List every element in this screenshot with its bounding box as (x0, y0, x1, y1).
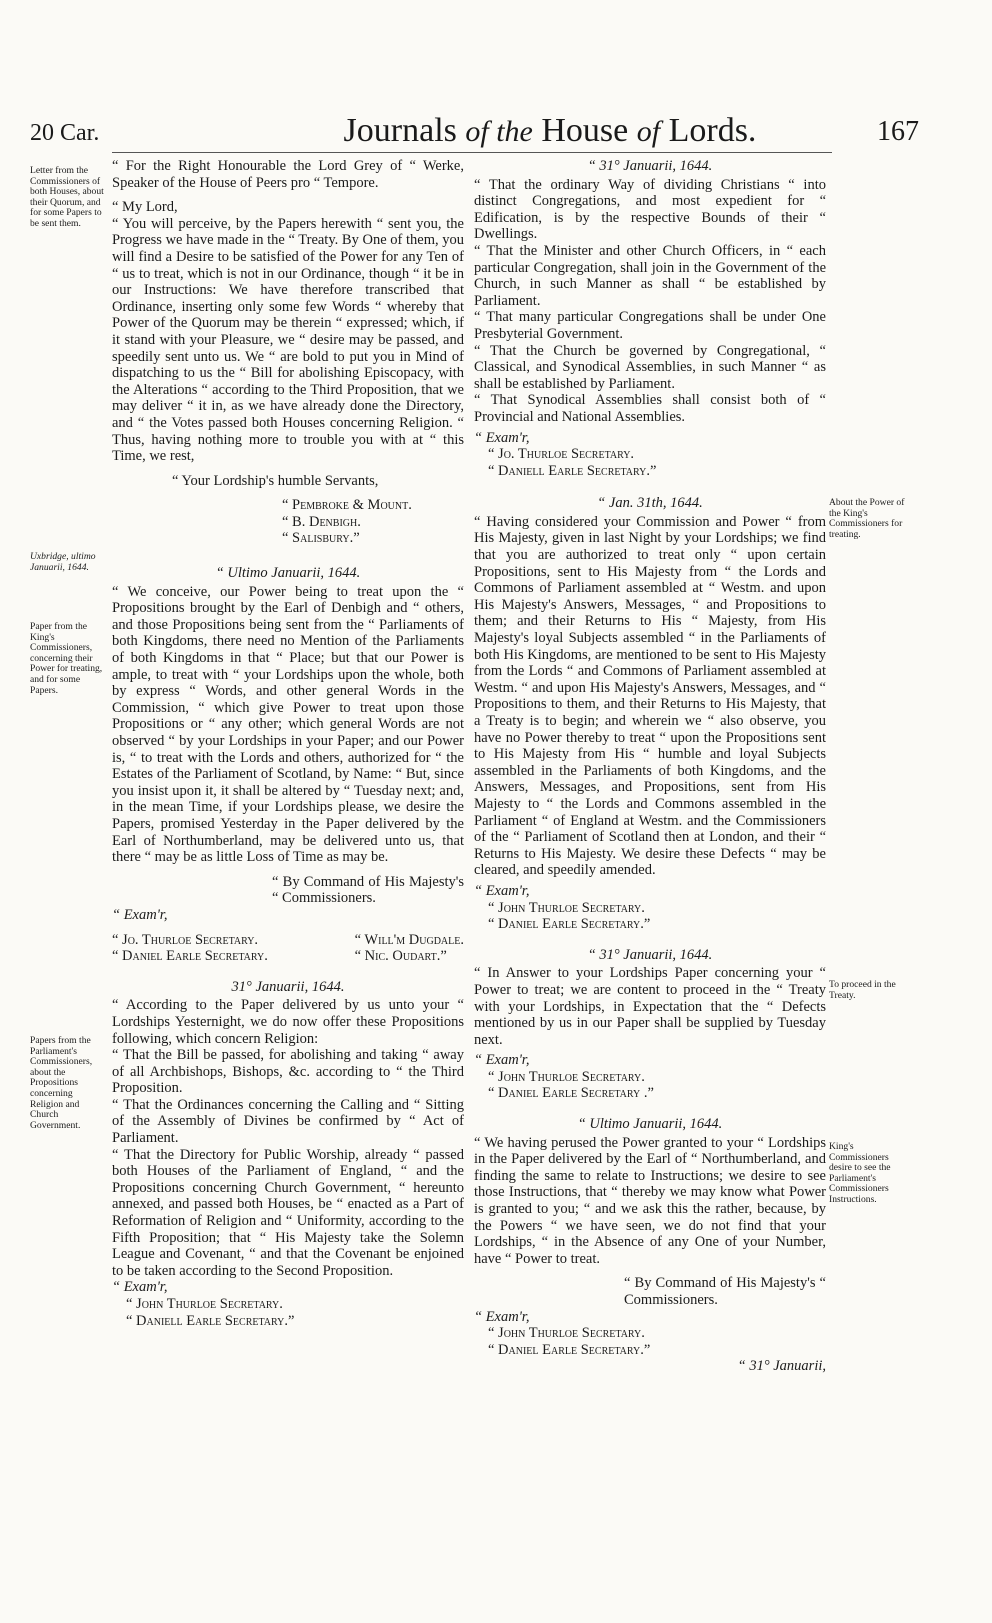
running-title (270, 112, 830, 150)
signature: “ Daniel Earle Secretary.” (488, 1341, 651, 1358)
paper-body: “ In Answer to your Lordships Paper concerning your “ Power to treat; we are content to proceed in the “ Treaty with your Lordships, in Expectation that the “ Defects mentioned by us in our Paper shall be supplied by Tuesday next. (474, 965, 826, 1048)
signature: “ John Thurloe Secretary. (488, 1325, 645, 1342)
section-date: “ Jan. 31th, 1644. (597, 495, 703, 512)
header-rule (112, 152, 832, 153)
title-word: Lords. (668, 112, 757, 149)
examr-label: “ Exam'r, (112, 906, 168, 923)
signature: “ Daniell Earle Secretary.” (126, 1312, 295, 1329)
proposition: “ That the Ordinances concerning the Calling and “ Sitting of the Assembly of Divines be confirmed by “ Act of Parliament. (112, 1096, 464, 1147)
examr-label: “ Exam'r, (474, 1308, 530, 1325)
margin-note: Papers from the Parliament's Commissioners, about the Propositions concerning Religion and Church Government. (30, 1035, 93, 1131)
command-line: “ By Command of His Majesty's “ Commissioners. (624, 1275, 826, 1308)
signature: “ John Thurloe Secretary. (488, 899, 645, 916)
title-word: of the (465, 115, 533, 148)
signature: “ Jo. Thurloe Secretary. (112, 931, 259, 948)
signatory: “ Salisbury.” (282, 530, 360, 547)
signatory: “ B. Denbigh. (282, 513, 361, 530)
margin-note: King's Commissioners desire to see the Parliament's Commissioners Instructions. (829, 1141, 891, 1205)
margin-note: About the Power of the King's Commissioners for treating. (829, 497, 905, 540)
proposition: “ That the Church be governed by Congregational, “ Classical, and Synodical Assemblies, in such Manner “ as shall be established by Parliament. (474, 342, 826, 392)
signature: “ Daniell Earle Secretary.” (488, 462, 657, 479)
proposition: “ That the Bill be passed, for abolishing and taking “ away of all Archbishops, Bishops, &c. according to “ the Third Proposition. (112, 1047, 464, 1097)
examr-label: “ Exam'r, (112, 1279, 168, 1296)
right-column (474, 158, 826, 1375)
proposition: “ That many particular Congregations shall be under One Presbyterial Government. (474, 309, 826, 342)
letter-body: “ You will perceive, by the Papers herewith “ sent you, the Progress we have made in the “ Treaty. By One of them, you will find a Desire to be satisfied of the Power for any Ten of “ us to treat, which is not in our Ordinance, though “ it be in our Instructions: We have therefore transcribed that Ordinance, inserting only some few Words “ whereby that Power of the Quorum may be therein “ expressed; which, if it stand with your Pleasure, we “ desire may be passed, and speedily sent unto us. We “ are bold to put you in Mind of dispatching to us the “ Bill for abolishing Episcopacy, with the Alterations “ according to the Third Proposition, that we may deliver “ it in, as we have already done the Directory, and “ the Votes passed both Houses concerning Religion. “ Thus, having nothing more to trouble you with at “ this Time, we rest, (112, 215, 464, 465)
page-number: 167 (877, 116, 919, 147)
letter-address: “ For the Right Honourable the Lord Grey of “ Werke, Speaker of the House of Peers pro “ Tempore. (112, 158, 464, 191)
examr-label: “ Exam'r, (474, 1052, 530, 1069)
title-word: House (541, 112, 629, 149)
examr-label: “ Exam'r, (474, 429, 530, 446)
signature-block (112, 932, 464, 965)
signature: “ Daniel Earle Secretary. (112, 948, 268, 965)
signature: “ Daniel Earle Secretary.” (488, 916, 651, 933)
margin-note: Letter from the Commissioners of both Houses, about their Quorum, and for some Papers to be sent them. (30, 165, 104, 229)
paper-body: “ We conceive, our Power being to treat upon the “ Propositions brought by the Earl of Denbigh and “ others, and those Propositions being sent from the “ Parliaments of both Kingdoms, there need no Mention of the Parliaments of both Kingdoms in that “ Place; but that our Power is ample, to treat with “ your Lordships upon the whole, both by express “ Words, and other general Words in the Commission, “ which give Power to treat upon those Propositions or “ any other; which general Words are not observed “ by your Lordships in your Paper; and our Power is, “ to treat with the Lords and others, authorized for “ the Estates of the Parliament of Scotland, by Name: “ But, since you insist upon it, it shall be altered by “ Tuesday next; and, in the mean Time, if your Lordships please, we desire the Papers, promised Yesterday in the Paper delivered by the Earl of Northumberland, may be delivered unto us, that there “ may be as little Loss of Time as may be. (112, 583, 464, 866)
catchword: “ 31° Januarii, (737, 1358, 826, 1375)
paper-body: “ Having considered your Commission and Power “ from His Majesty, given in last Night by your Lordships; we find that you are authorized to treat only “ upon certain Propositions, sent to His Majesty from “ the Lords and Commons of Parliament assembled at “ Westm. and upon His Majesty's Answers, Messages, “ and Propositions to them; and their Returns to His “ Majesty, from His Majesty's loyal Subjects assembled “ in the Parliaments of both His Kingdoms, are mentioned to be sent to His Majesty from the Lords “ and Commons of Parliament assembled at Westm. “ and upon His Majesty's Answers, Messages, and “ Propositions to them, and their Returns to His Majesty, that a Treaty is to begin; and wherein we “ also observe, you have no Power thereby to treat “ upon the Propositions sent to His Majesty from His “ humble and loyal Subjects assembled in the Parliaments of both Kingdoms, and the Answers, Messages, and Propositions, sent from His Majesty to “ the Lords and Commons assembled in the Parliament “ of England at Westm. and the Commissioners of the “ Parliament of Scotland then at London, and their “ Returns to His Majesty. We desire these Defects “ may be cleared, and speedily amended. (474, 513, 826, 879)
signature: “ Daniel Earle Secretary .” (488, 1085, 654, 1102)
examr-label: “ Exam'r, (474, 882, 530, 899)
section-date: “ 31° Januarii, 1644. (587, 158, 713, 174)
section-date: “ Ultimo Januarii, 1644. (577, 1116, 723, 1133)
left-column (112, 158, 464, 1329)
proposition: “ That the ordinary Way of dividing Christians “ into distinct Congregations, and most expedient for “ Edification, is by the respective Bounds of their “ Dwellings. (474, 176, 826, 243)
regnal-year: 20 Car. (30, 120, 100, 146)
signature: “ John Thurloe Secretary. (126, 1296, 283, 1312)
margin-note: Paper from the King's Commissioners, concerning their Power for treating, and for some Papers. (30, 621, 103, 696)
letter-closing: “ Your Lordship's humble Servants, (172, 472, 379, 489)
paper-body: “ We having perused the Power granted to your “ Lordships in the Paper delivered by the Earl of “ Northumberland, and finding the same to relate to Instructions; we desire to see those Instructions, that “ thereby we may know what Power is granted to you; “ and we ask this the rather, because, by the Powers “ we have seen, we do not find that your Lordships, “ in the Absence of any One of your Number, have “ Power to treat. (474, 1134, 826, 1267)
signature: “ John Thurloe Secretary. (488, 1068, 645, 1085)
title-word: of (636, 115, 661, 148)
letter-salutation: “ My Lord, (112, 199, 178, 216)
section-date: 31° Januarii, 1644. (231, 978, 345, 995)
section-date: “ 31° Januarii, 1644. (587, 946, 713, 963)
paper-intro: “ According to the Paper delivered by us unto your “ Lordships Yesternight, we do now offer these Propositions following, which concern Religion: (112, 997, 464, 1047)
section-date: “ Ultimo Januarii, 1644. (215, 565, 361, 582)
signature: “ Nic. Oudart.” (354, 948, 447, 965)
margin-note: Uxbridge, ultimo Januarii, 1644. (30, 551, 96, 573)
title-word: Journals (343, 112, 457, 149)
proposition: “ That the Directory for Public Worship, already “ passed both Houses of the Parliament of England, “ and the Propositions concerning Church Government, “ hereunto annexed, and passed both Houses, be “ enacted as a Part of Reformation of Religion and “ Uniformity, according to the Fifth Proposition; that “ His Majesty take the Solemn League and Covenant, “ and that the Covenant be enjoined to be taken according to the Second Proposition. (112, 1146, 464, 1279)
proposition: “ That Synodical Assemblies shall consist both of “ Provincial and National Assemblies. (474, 392, 826, 425)
signature: “ Jo. Thurloe Secretary. (488, 446, 635, 463)
proposition: “ That the Minister and other Church Officers, in “ each particular Congregation, shall join in the Government of the Church, in such Manner as shall “ be established by Parliament. (474, 242, 826, 309)
margin-note: To proceed in the Treaty. (829, 979, 896, 1001)
command-line: “ By Command of His Majesty's “ Commissioners. (272, 873, 464, 907)
signatory: “ Pembroke & Mount. (282, 497, 412, 514)
signature: “ Will'm Dugdale. (354, 931, 464, 948)
